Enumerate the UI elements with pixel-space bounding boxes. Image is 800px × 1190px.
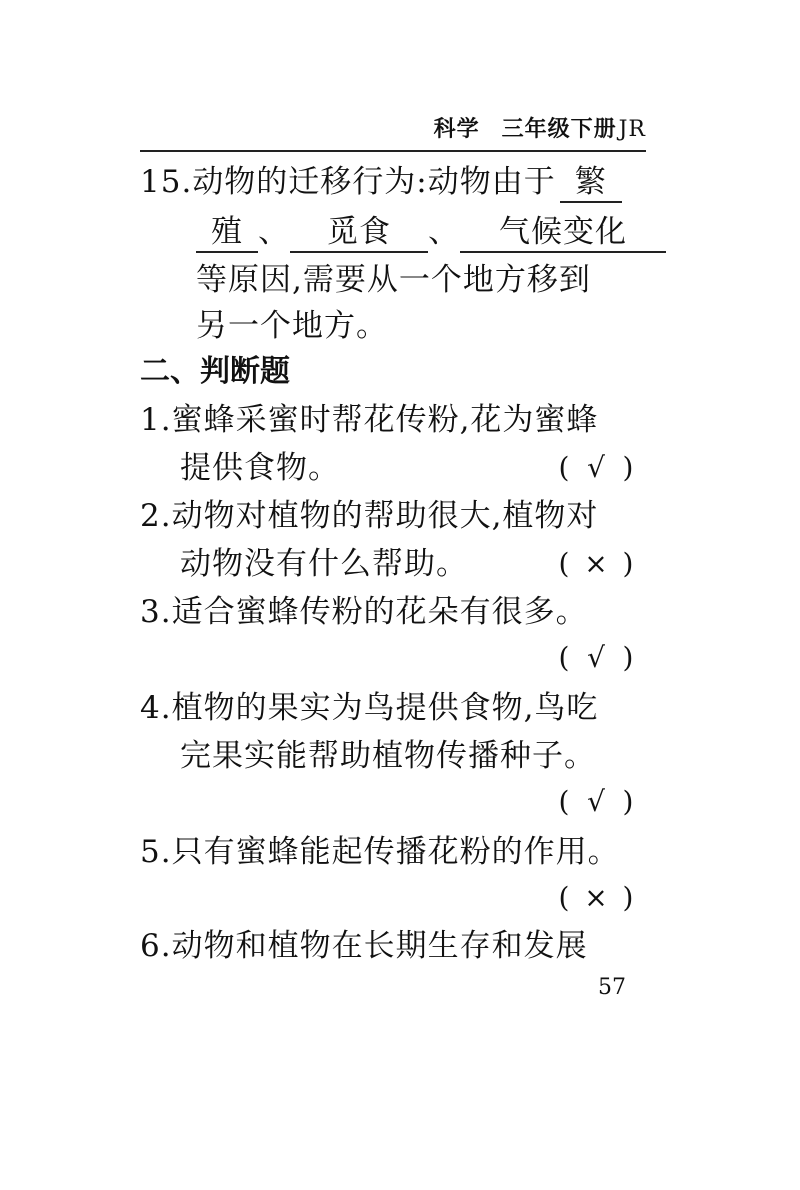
judge-3-answer xyxy=(554,636,638,680)
q15-line-4: 另一个地方。 xyxy=(196,308,388,344)
judge-4-text: 植物的果实为鸟提供食物,鸟吃 xyxy=(171,690,599,726)
answer-mark: √ xyxy=(587,641,605,674)
judge-1-number: 1. xyxy=(140,402,172,438)
judge-4-line-2: 完果实能帮助植物传播种子。 xyxy=(180,738,596,774)
judge-5-line-1 xyxy=(140,830,620,874)
judge-2-number: 2. xyxy=(140,498,172,534)
judge-2-line-2: 动物没有什么帮助。 xyxy=(180,546,468,582)
q15-text: 动物的迁移行为:动物由于 xyxy=(192,164,556,200)
q15-line-2 xyxy=(196,210,666,254)
page-number: 57 xyxy=(598,975,626,1000)
paren-open: ( xyxy=(558,881,570,914)
judge-3-number: 3. xyxy=(140,594,172,630)
subject-label: 科学 xyxy=(433,117,480,142)
judge-3-line-1 xyxy=(140,590,588,634)
q15-line-1 xyxy=(140,160,622,204)
paren-close: ) xyxy=(622,785,634,818)
answer-mark: √ xyxy=(587,451,605,484)
judge-5-answer xyxy=(554,876,638,920)
judge-4-answer xyxy=(554,780,638,824)
judge-1-text: 蜜蜂采蜜时帮花传粉,花为蜜蜂 xyxy=(171,402,599,438)
paren-open: ( xyxy=(558,785,570,818)
paren-open: ( xyxy=(558,451,570,484)
paren-open: ( xyxy=(558,547,570,580)
judge-4-number: 4. xyxy=(140,690,172,726)
judge-4-line-1 xyxy=(140,686,598,730)
paren-close: ) xyxy=(622,641,634,674)
judge-1-line-2: 提供食物。 xyxy=(180,450,340,486)
edition-label: JR xyxy=(618,117,646,142)
q15-sep-1: 、 xyxy=(258,214,290,250)
page-header xyxy=(140,112,646,143)
judge-6-line-1 xyxy=(140,924,588,968)
judge-2-text: 动物对植物的帮助很大,植物对 xyxy=(171,498,599,534)
paren-close: ) xyxy=(622,881,634,914)
judge-2-answer xyxy=(554,542,638,586)
q15-blank-1a: 繁 xyxy=(560,163,622,203)
paren-close: ) xyxy=(622,547,634,580)
answer-mark: √ xyxy=(587,785,605,818)
answer-mark: × xyxy=(584,881,608,914)
q15-blank-2: 觅食 xyxy=(290,213,428,253)
judge-3-text: 适合蜜蜂传粉的花朵有很多。 xyxy=(171,594,588,630)
answer-mark: × xyxy=(584,547,608,580)
q15-blank-3: 气候变化 xyxy=(460,213,666,253)
q15-blank-1b: 殖 xyxy=(196,213,258,253)
judge-2-line-1 xyxy=(140,494,598,538)
judge-6-number: 6. xyxy=(140,928,172,964)
header-rule xyxy=(140,150,646,152)
paren-open: ( xyxy=(558,641,570,674)
judge-1-line-1 xyxy=(140,398,598,442)
judge-6-text: 动物和植物在长期生存和发展 xyxy=(171,928,588,964)
judge-5-text: 只有蜜蜂能起传播花粉的作用。 xyxy=(171,834,620,870)
grade-label: 三年级下册 xyxy=(501,117,617,142)
section-title: 二、判断题 xyxy=(140,354,290,389)
q15-line-3: 等原因,需要从一个地方移到 xyxy=(196,262,591,298)
q15-number: 15. xyxy=(140,164,193,200)
q15-sep-2: 、 xyxy=(428,214,460,250)
judge-1-answer xyxy=(554,446,638,490)
judge-5-number: 5. xyxy=(140,834,172,870)
paren-close: ) xyxy=(622,451,634,484)
